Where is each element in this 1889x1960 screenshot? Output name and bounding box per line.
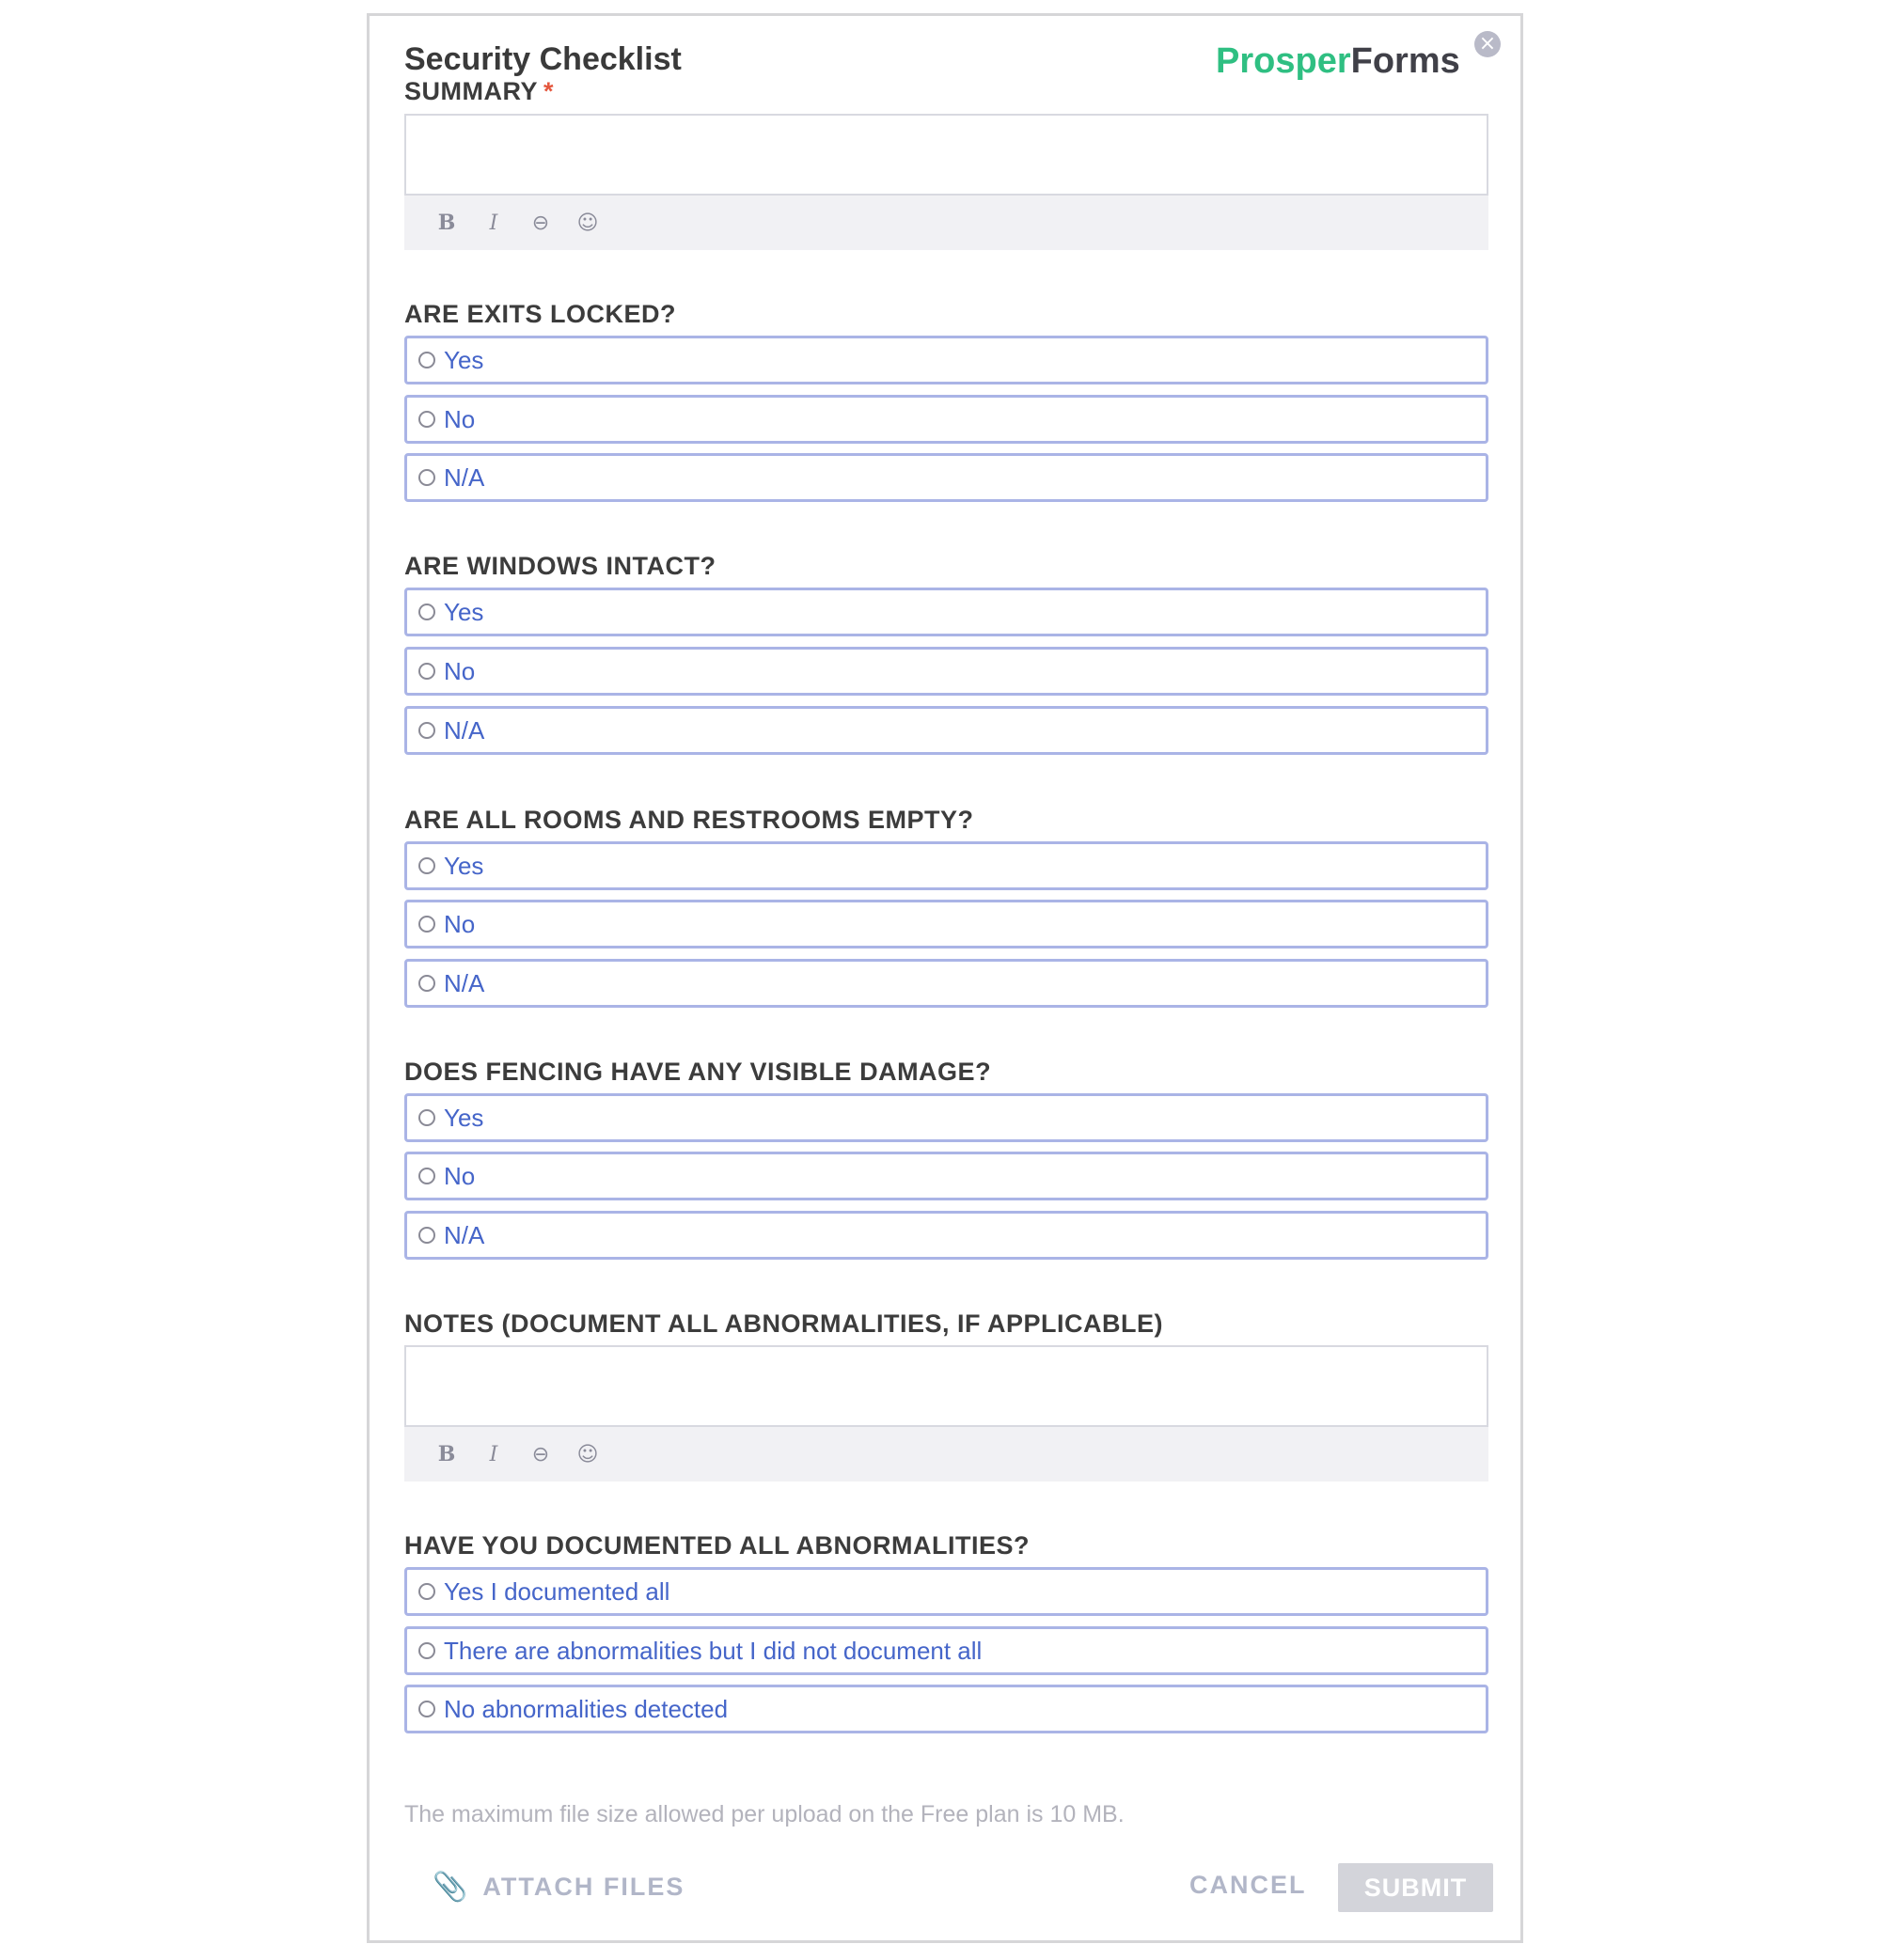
radio-circle-icon[interactable]: [418, 604, 435, 620]
radio-option[interactable]: [404, 841, 1488, 890]
summary-input[interactable]: [404, 114, 1488, 196]
radio-circle-icon[interactable]: [418, 469, 435, 486]
notes-input[interactable]: [404, 1345, 1488, 1427]
radio-circle-icon[interactable]: [418, 663, 435, 680]
question-fencing-label: DOES FENCING HAVE ANY VISIBLE DAMAGE?: [404, 1058, 992, 1086]
radio-option[interactable]: [404, 453, 1488, 502]
radio-option-label: Yes: [444, 851, 484, 880]
link-icon[interactable]: ⊖: [531, 1442, 550, 1466]
attach-files-button[interactable]: [433, 1871, 685, 1904]
emoji-icon[interactable]: ☺: [576, 211, 599, 235]
radio-option-label: N/A: [444, 968, 485, 997]
submit-button[interactable]: SUBMIT: [1338, 1863, 1493, 1912]
logo-forms: Forms: [1350, 41, 1460, 81]
radio-circle-icon[interactable]: [418, 411, 435, 428]
attach-files-label: ATTACH FILES: [482, 1873, 685, 1901]
radio-option[interactable]: [404, 959, 1488, 1008]
radio-option-label: No abnormalities detected: [444, 1694, 729, 1723]
bold-icon[interactable]: B: [437, 211, 456, 235]
radio-circle-icon[interactable]: [418, 1168, 435, 1184]
radio-circle-icon[interactable]: [418, 916, 435, 933]
radio-option-label: Yes: [444, 1103, 484, 1132]
radio-circle-icon[interactable]: [418, 352, 435, 368]
radio-circle-icon[interactable]: [418, 722, 435, 739]
summary-label-text: SUMMARY: [404, 77, 538, 105]
question-rooms-label: ARE ALL ROOMS AND RESTROOMS EMPTY?: [404, 806, 974, 834]
question-documented-label: HAVE YOU DOCUMENTED ALL ABNORMALITIES?: [404, 1531, 1031, 1560]
radio-option-label: No: [444, 909, 476, 938]
radio-option[interactable]: [404, 1152, 1488, 1200]
logo-prosper: Prosper: [1216, 41, 1351, 81]
italic-icon[interactable]: I: [489, 211, 498, 235]
emoji-icon[interactable]: ☺: [576, 1442, 599, 1466]
radio-option[interactable]: [404, 1567, 1488, 1616]
question-exits-label: ARE EXITS LOCKED?: [404, 300, 677, 328]
notes-label: NOTES (DOCUMENT ALL ABNORMALITIES, IF APPLICABLE): [404, 1309, 1163, 1338]
summary-toolbar: [404, 196, 1488, 250]
radio-option-label: Yes: [444, 345, 484, 374]
radio-option[interactable]: [404, 1685, 1488, 1733]
radio-option[interactable]: [404, 588, 1488, 636]
radio-circle-icon[interactable]: [418, 1583, 435, 1600]
radio-option[interactable]: [404, 900, 1488, 949]
radio-option-label: There are abnormalities but I did not document all: [444, 1636, 983, 1665]
radio-circle-icon[interactable]: [418, 1642, 435, 1659]
radio-option[interactable]: [404, 1093, 1488, 1142]
radio-option-label: N/A: [444, 1220, 485, 1249]
file-size-hint: The maximum file size allowed per upload on the Free plan is 10 MB.: [404, 1801, 1125, 1827]
link-icon[interactable]: ⊖: [531, 211, 550, 235]
form-title: Security Checklist: [404, 41, 682, 77]
paperclip-icon: 📎: [433, 1871, 468, 1904]
radio-option-label: No: [444, 656, 476, 685]
radio-option-label: No: [444, 404, 476, 433]
radio-circle-icon[interactable]: [418, 1109, 435, 1126]
close-icon[interactable]: ×: [1474, 31, 1501, 57]
radio-option[interactable]: [404, 1211, 1488, 1260]
radio-circle-icon[interactable]: [418, 975, 435, 992]
question-windows-label: ARE WINDOWS INTACT?: [404, 552, 716, 580]
cancel-button[interactable]: CANCEL: [1189, 1871, 1307, 1899]
radio-option-label: No: [444, 1161, 476, 1190]
radio-option-label: N/A: [444, 715, 485, 745]
radio-circle-icon[interactable]: [418, 1227, 435, 1244]
radio-circle-icon[interactable]: [418, 1701, 435, 1717]
radio-option[interactable]: [404, 647, 1488, 696]
radio-option[interactable]: [404, 1626, 1488, 1675]
radio-option-label: N/A: [444, 463, 485, 492]
radio-option-label: Yes: [444, 597, 484, 626]
bold-icon[interactable]: B: [437, 1442, 456, 1466]
notes-toolbar: [404, 1427, 1488, 1482]
radio-option[interactable]: [404, 706, 1488, 755]
radio-option[interactable]: [404, 395, 1488, 444]
radio-option[interactable]: [404, 336, 1488, 384]
required-asterisk: *: [543, 77, 555, 105]
radio-circle-icon[interactable]: [418, 857, 435, 874]
italic-icon[interactable]: I: [489, 1442, 498, 1466]
prosperforms-logo: [1216, 41, 1460, 82]
radio-option-label: Yes I documented all: [444, 1576, 670, 1606]
summary-label: [404, 77, 554, 106]
